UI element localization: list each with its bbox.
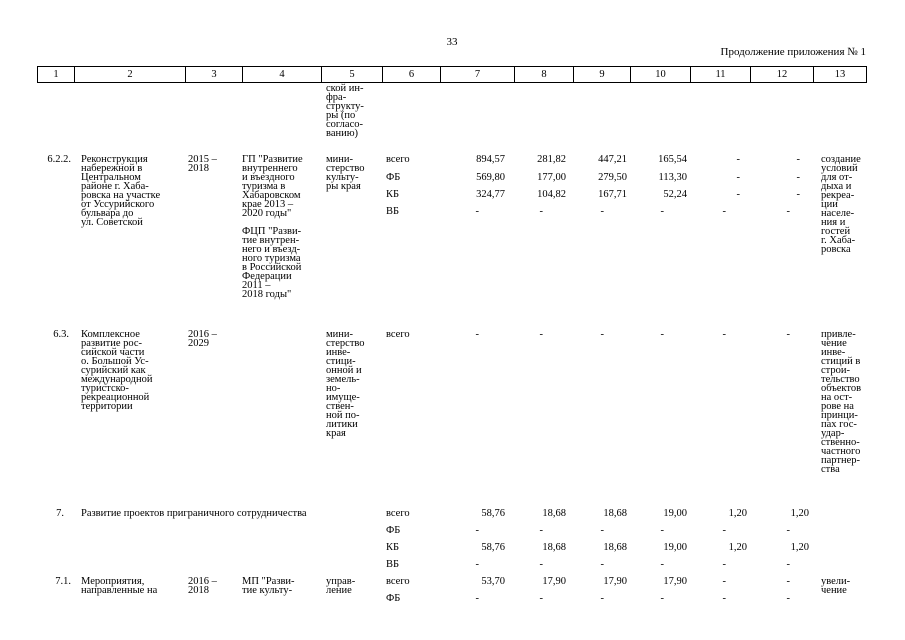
value-col7: 58,76: [481, 542, 505, 553]
source-label: всего: [386, 329, 410, 340]
value-col7: -: [475, 593, 479, 604]
value-col12: -: [786, 206, 790, 217]
row-6-2-2-executor: мини- стерство культу- ры края: [326, 154, 365, 192]
row-6-3-period: 2016 – 2029: [188, 329, 217, 349]
value-col7: 53,70: [481, 576, 505, 587]
value-col11: -: [736, 189, 740, 200]
value-col10: 19,00: [663, 508, 687, 519]
row-7-1-executor: управ- ление: [326, 576, 356, 596]
column-header-8: 8: [515, 67, 574, 82]
value-col8: 104,82: [537, 189, 566, 200]
row-7-1-result: увели- чение: [821, 576, 851, 596]
carryover-executor-text: ской ин- фра- структу- ры (по согласо- ванию): [326, 83, 364, 139]
value-col9: -: [600, 559, 604, 570]
value-col12: 1,20: [790, 542, 809, 553]
source-label: ВБ: [386, 206, 400, 217]
value-col11: 1,20: [728, 542, 747, 553]
source-label: всего: [386, 154, 410, 165]
value-col9: 447,21: [598, 154, 627, 165]
value-col7: 569,80: [476, 172, 505, 183]
value-col11: -: [722, 525, 726, 536]
source-label: КБ: [386, 189, 400, 200]
column-header-row: [37, 66, 867, 83]
row-6-2-2-name: Реконструкция набережной в Центральном районе г. Хаба- ровска на участке от Уссурийского бульвара до ул. Советской: [81, 154, 161, 228]
value-col9: -: [600, 329, 604, 340]
value-col10: 52,24: [663, 189, 687, 200]
source-label: ФБ: [386, 525, 401, 536]
value-col8: 281,82: [537, 154, 566, 165]
value-col8: 177,00: [537, 172, 566, 183]
value-col9: -: [600, 525, 604, 536]
source-label: ФБ: [386, 593, 401, 604]
value-col11: -: [722, 593, 726, 604]
column-header-6: 6: [383, 67, 441, 82]
value-col8: 18,68: [542, 508, 566, 519]
value-col9: 18,68: [603, 542, 627, 553]
row-6-3-number: 6.3.: [53, 329, 69, 340]
row-7-name: Развитие проектов приграничного сотрудничества: [81, 508, 307, 519]
value-col7: -: [475, 329, 479, 340]
row-7-1-name: Мероприятия, направленные на: [81, 576, 158, 596]
value-col9: -: [600, 593, 604, 604]
row-7-1-period: 2016 – 2018: [188, 576, 217, 596]
value-col10: -: [660, 525, 664, 536]
column-header-4: 4: [243, 67, 322, 82]
value-col7: -: [475, 206, 479, 217]
column-header-5: 5: [322, 67, 383, 82]
value-col11: 1,20: [728, 508, 747, 519]
value-col9: 167,71: [598, 189, 627, 200]
value-col10: -: [660, 559, 664, 570]
column-header-3: 3: [186, 67, 243, 82]
value-col7: -: [475, 559, 479, 570]
value-col7: 894,57: [476, 154, 505, 165]
row-6-2-2-result: создание условий для от- дыха и рекреа- ции населе- ния и гостей г. Хаба- ровска: [821, 154, 861, 255]
value-col10: -: [660, 329, 664, 340]
source-label: ВБ: [386, 559, 400, 570]
row-6-2-2-program: ГП "Развитие внутреннего и въездного туризма в Хабаровском крае 2013 – 2020 годы" ФЦП "Разви- тие внутрен- него и въезд- ного туризма в Российской Федерации 2011 – 2018 годы": [242, 154, 303, 300]
value-col12: -: [796, 154, 800, 165]
value-col10: 113,30: [658, 172, 687, 183]
value-col11: -: [722, 206, 726, 217]
value-col12: -: [786, 576, 790, 587]
value-col8: -: [539, 559, 543, 570]
value-col12: -: [786, 559, 790, 570]
value-col10: -: [660, 206, 664, 217]
value-col10: 19,00: [663, 542, 687, 553]
value-col9: 18,68: [603, 508, 627, 519]
column-header-1: 1: [38, 67, 75, 82]
column-header-13: 13: [834, 69, 846, 80]
column-header-7: 7: [441, 67, 515, 82]
value-col10: 17,90: [663, 576, 687, 587]
value-col11: -: [722, 329, 726, 340]
value-col11: -: [736, 154, 740, 165]
value-col12: -: [796, 172, 800, 183]
value-col8: -: [539, 593, 543, 604]
row-6-3-result: привле- чение инве- стиций в строи- тельство объектов на ост- рове на принци- пах гос- удар- ственно- частного партнер- ства: [821, 329, 862, 475]
column-header-10: 10: [631, 67, 691, 82]
value-col8: 17,90: [542, 576, 566, 587]
value-col8: -: [539, 525, 543, 536]
continuation-title: Продолжение приложения № 1: [720, 46, 866, 58]
value-col9: 17,90: [603, 576, 627, 587]
row-6-3-executor: мини- стерство инве- стици- онной и земель- но- имуще- ствен- ной по- литики края: [326, 329, 365, 439]
value-col12: 1,20: [790, 508, 809, 519]
source-label: КБ: [386, 542, 400, 553]
value-col11: -: [736, 172, 740, 183]
value-col7: -: [475, 525, 479, 536]
value-col11: -: [722, 576, 726, 587]
value-col11: -: [722, 559, 726, 570]
source-label: ФБ: [386, 172, 401, 183]
column-header-11: 11: [691, 67, 751, 82]
source-label: всего: [386, 508, 410, 519]
value-col9: -: [600, 206, 604, 217]
value-col12: -: [786, 593, 790, 604]
row-6-2-2-period: 2015 – 2018: [188, 154, 217, 174]
page-number: 33: [446, 36, 458, 48]
value-col8: -: [539, 329, 543, 340]
row-7-1-number: 7.1.: [55, 576, 71, 587]
value-col9: 279,50: [598, 172, 627, 183]
value-col8: 18,68: [542, 542, 566, 553]
value-col12: -: [786, 525, 790, 536]
value-col12: -: [786, 329, 790, 340]
source-label: всего: [386, 576, 410, 587]
value-col7: 324,77: [476, 189, 505, 200]
value-col7: 58,76: [481, 508, 505, 519]
column-header-12: 12: [751, 67, 814, 82]
row-7-1-program: МП "Разви- тие культу-: [242, 576, 295, 596]
value-col12: -: [796, 189, 800, 200]
value-col10: 165,54: [658, 154, 687, 165]
column-header-9: 9: [574, 67, 631, 82]
value-col10: -: [660, 593, 664, 604]
row-7-number: 7.: [56, 508, 64, 519]
column-header-2: 2: [75, 67, 186, 82]
value-col8: -: [539, 206, 543, 217]
row-6-2-2-number: 6.2.2.: [47, 154, 71, 165]
row-6-3-name: Комплексное развитие рос- сийской части о. Большой Ус- сурийский как международной туристско- рекреационной территории: [81, 329, 153, 412]
